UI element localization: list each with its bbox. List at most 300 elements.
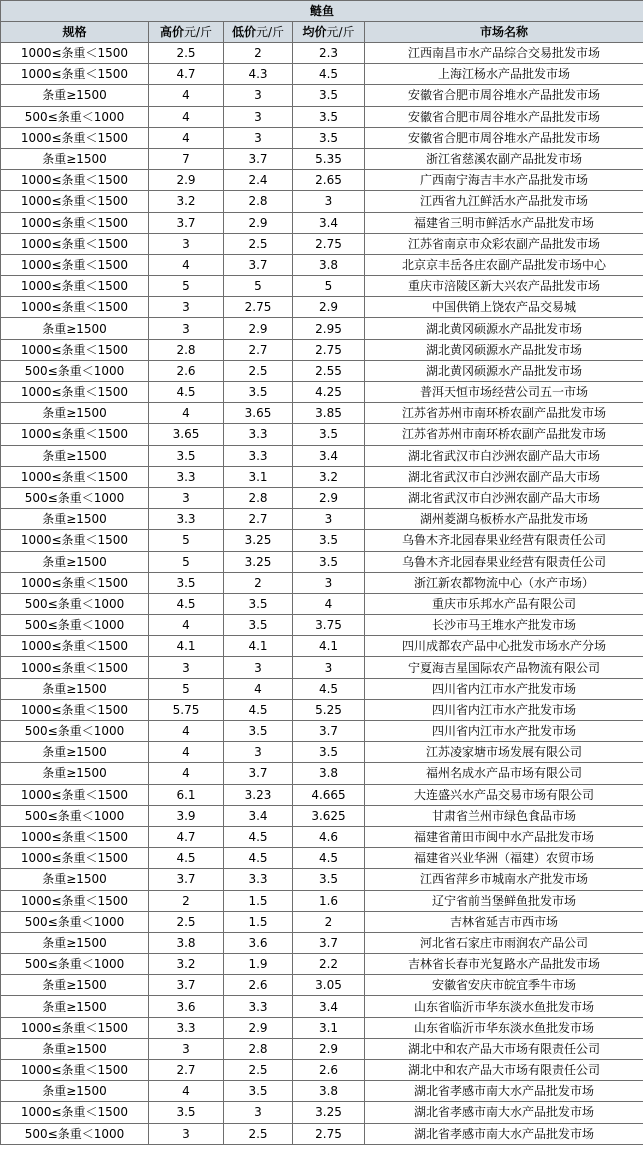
cell-avg: 3.8 (293, 763, 365, 784)
cell-market: 重庆市涪陵区新大兴农产品批发市场 (365, 276, 643, 297)
cell-low: 3 (224, 85, 293, 106)
cell-low: 2.6 (224, 975, 293, 996)
cell-low: 4.5 (224, 699, 293, 720)
cell-avg: 4.5 (293, 678, 365, 699)
cell-market: 大连盛兴水产品交易市场有限公司 (365, 784, 643, 805)
cell-avg: 3.5 (293, 85, 365, 106)
table-row (1, 360, 643, 381)
table-row (1, 530, 643, 551)
cell-spec: 1000≤条重＜1500 (1, 254, 149, 275)
cell-avg: 3 (293, 191, 365, 212)
header-market: 市场名称 (365, 22, 643, 43)
cell-low: 3 (224, 127, 293, 148)
table-row (1, 191, 643, 212)
cell-spec: 条重≥1500 (1, 1081, 149, 1102)
cell-avg: 3.2 (293, 466, 365, 487)
cell-avg: 4.1 (293, 636, 365, 657)
cell-spec: 1000≤条重＜1500 (1, 1102, 149, 1123)
cell-high: 3.3 (149, 509, 224, 530)
cell-spec: 1000≤条重＜1500 (1, 466, 149, 487)
cell-low: 3.4 (224, 805, 293, 826)
cell-high: 2.5 (149, 43, 224, 64)
table-row (1, 297, 643, 318)
cell-market: 湖北黄冈硕源水产品批发市场 (365, 339, 643, 360)
table-row (1, 657, 643, 678)
cell-low: 2.5 (224, 1123, 293, 1144)
cell-market: 江苏省南京市众彩农副产品批发市场 (365, 233, 643, 254)
cell-low: 2.9 (224, 212, 293, 233)
cell-spec: 条重≥1500 (1, 445, 149, 466)
cell-market: 湖北省武汉市白沙洲农副产品大市场 (365, 445, 643, 466)
cell-spec: 500≤条重＜1000 (1, 721, 149, 742)
cell-avg: 3.8 (293, 1081, 365, 1102)
cell-market: 河北省石家庄市雨润农产品公司 (365, 932, 643, 953)
cell-market: 辽宁省前当堡鲜鱼批发市场 (365, 890, 643, 911)
cell-market: 山东省临沂市华东淡水鱼批发市场 (365, 996, 643, 1017)
cell-spec: 1000≤条重＜1500 (1, 1017, 149, 1038)
cell-high: 4 (149, 403, 224, 424)
cell-avg: 5.35 (293, 148, 365, 169)
cell-high: 3.7 (149, 975, 224, 996)
cell-market: 安徽省合肥市周谷堆水产品批发市场 (365, 106, 643, 127)
cell-high: 4 (149, 106, 224, 127)
cell-avg: 3.1 (293, 1017, 365, 1038)
cell-market: 江西省九江鲜活水产品批发市场 (365, 191, 643, 212)
cell-high: 2.6 (149, 360, 224, 381)
cell-high: 3.5 (149, 445, 224, 466)
cell-avg: 3.7 (293, 932, 365, 953)
cell-high: 7 (149, 148, 224, 169)
cell-high: 4 (149, 721, 224, 742)
table-row (1, 254, 643, 275)
cell-avg: 3 (293, 509, 365, 530)
table-row (1, 848, 643, 869)
cell-spec: 500≤条重＜1000 (1, 487, 149, 508)
cell-spec: 1000≤条重＜1500 (1, 233, 149, 254)
cell-spec: 1000≤条重＜1500 (1, 64, 149, 85)
cell-avg: 2.9 (293, 297, 365, 318)
table-row (1, 890, 643, 911)
cell-high: 4 (149, 85, 224, 106)
cell-high: 4.7 (149, 826, 224, 847)
cell-spec: 1000≤条重＜1500 (1, 890, 149, 911)
cell-market: 福建省兴业华洲（福建）农贸市场 (365, 848, 643, 869)
header-avg: 均价元/斤 (293, 22, 365, 43)
cell-high: 3.2 (149, 191, 224, 212)
cell-spec: 条重≥1500 (1, 318, 149, 339)
cell-low: 3.65 (224, 403, 293, 424)
header-unit: 元/斤 (255, 25, 285, 39)
cell-low: 3 (224, 1102, 293, 1123)
cell-low: 3.3 (224, 869, 293, 890)
cell-low: 3.7 (224, 763, 293, 784)
cell-high: 4 (149, 763, 224, 784)
cell-market: 湖北省孝感市南大水产品批发市场 (365, 1081, 643, 1102)
cell-spec: 1000≤条重＜1500 (1, 657, 149, 678)
cell-high: 2.5 (149, 911, 224, 932)
cell-avg: 4.5 (293, 848, 365, 869)
cell-low: 2 (224, 43, 293, 64)
cell-high: 3.3 (149, 466, 224, 487)
cell-spec: 条重≥1500 (1, 148, 149, 169)
table-row (1, 699, 643, 720)
cell-spec: 条重≥1500 (1, 763, 149, 784)
cell-low: 3.7 (224, 254, 293, 275)
cell-high: 3 (149, 233, 224, 254)
cell-spec: 500≤条重＜1000 (1, 954, 149, 975)
table-row (1, 148, 643, 169)
title-row (1, 1, 643, 22)
cell-market: 普洱天恒市场经营公司五一市场 (365, 382, 643, 403)
header-row (1, 22, 643, 43)
cell-low: 3 (224, 657, 293, 678)
cell-spec: 1000≤条重＜1500 (1, 339, 149, 360)
cell-low: 3.6 (224, 932, 293, 953)
cell-low: 3.5 (224, 382, 293, 403)
cell-market: 长沙市马王堆水产批发市场 (365, 615, 643, 636)
table-row (1, 869, 643, 890)
cell-avg: 4 (293, 593, 365, 614)
cell-low: 2.8 (224, 487, 293, 508)
cell-spec: 条重≥1500 (1, 975, 149, 996)
cell-high: 5.75 (149, 699, 224, 720)
cell-avg: 2.75 (293, 1123, 365, 1144)
cell-market: 吉林省延吉市西市场 (365, 911, 643, 932)
cell-avg: 3.85 (293, 403, 365, 424)
cell-spec: 1000≤条重＜1500 (1, 572, 149, 593)
cell-high: 5 (149, 678, 224, 699)
cell-high: 3 (149, 297, 224, 318)
table-row (1, 424, 643, 445)
cell-high: 3.2 (149, 954, 224, 975)
table-row (1, 1123, 643, 1144)
cell-market: 福建省三明市鲜活水产品批发市场 (365, 212, 643, 233)
cell-low: 2 (224, 572, 293, 593)
cell-low: 4.1 (224, 636, 293, 657)
table-row (1, 64, 643, 85)
cell-market: 中国供销上饶农产品交易城 (365, 297, 643, 318)
cell-market: 湖北黄冈硕源水产品批发市场 (365, 318, 643, 339)
cell-avg: 2.9 (293, 1038, 365, 1059)
cell-market: 江苏凌家塘市场发展有限公司 (365, 742, 643, 763)
cell-high: 5 (149, 530, 224, 551)
cell-spec: 500≤条重＜1000 (1, 106, 149, 127)
table-row (1, 721, 643, 742)
cell-avg: 3.4 (293, 212, 365, 233)
cell-avg: 2.9 (293, 487, 365, 508)
cell-avg: 2.95 (293, 318, 365, 339)
cell-market: 湖北省武汉市白沙洲农副产品大市场 (365, 487, 643, 508)
cell-high: 2.7 (149, 1060, 224, 1081)
table-row (1, 403, 643, 424)
cell-market: 江苏省苏州市南环桥农副产品批发市场 (365, 403, 643, 424)
table-row (1, 466, 643, 487)
cell-avg: 3.5 (293, 106, 365, 127)
cell-spec: 1000≤条重＜1500 (1, 848, 149, 869)
cell-market: 湖北省孝感市南大水产品批发市场 (365, 1123, 643, 1144)
cell-avg: 4.665 (293, 784, 365, 805)
cell-low: 2.8 (224, 1038, 293, 1059)
cell-market: 福州名成水产品市场有限公司 (365, 763, 643, 784)
header-low: 低价元/斤 (224, 22, 293, 43)
cell-low: 2.7 (224, 339, 293, 360)
table-row (1, 805, 643, 826)
cell-avg: 3.25 (293, 1102, 365, 1123)
cell-low: 2.5 (224, 360, 293, 381)
cell-spec: 1000≤条重＜1500 (1, 191, 149, 212)
cell-high: 5 (149, 276, 224, 297)
cell-high: 3.8 (149, 932, 224, 953)
cell-avg: 2.3 (293, 43, 365, 64)
cell-spec: 条重≥1500 (1, 403, 149, 424)
cell-market: 安徽省合肥市周谷堆水产品批发市场 (365, 127, 643, 148)
cell-low: 3.3 (224, 424, 293, 445)
cell-low: 3 (224, 106, 293, 127)
cell-market: 广西南宁海吉丰水产品批发市场 (365, 170, 643, 191)
cell-high: 3 (149, 487, 224, 508)
cell-high: 3.65 (149, 424, 224, 445)
cell-spec: 1000≤条重＜1500 (1, 212, 149, 233)
cell-spec: 条重≥1500 (1, 1038, 149, 1059)
table-row (1, 551, 643, 572)
cell-spec: 500≤条重＜1000 (1, 911, 149, 932)
table-row (1, 1017, 643, 1038)
cell-market: 吉林省长春市光复路水产品批发市场 (365, 954, 643, 975)
table-row (1, 742, 643, 763)
cell-high: 3 (149, 318, 224, 339)
cell-spec: 500≤条重＜1000 (1, 360, 149, 381)
cell-market: 湖北省武汉市白沙洲农副产品大市场 (365, 466, 643, 487)
cell-avg: 2.75 (293, 233, 365, 254)
cell-avg: 3.75 (293, 615, 365, 636)
table-row (1, 784, 643, 805)
cell-low: 4.5 (224, 826, 293, 847)
cell-market: 山东省临沂市华东淡水鱼批发市场 (365, 1017, 643, 1038)
table-row (1, 975, 643, 996)
cell-avg: 3 (293, 572, 365, 593)
cell-market: 安徽省安庆市皖宜季牛市场 (365, 975, 643, 996)
cell-low: 3.5 (224, 593, 293, 614)
cell-low: 1.9 (224, 954, 293, 975)
table-title: 鲢鱼 (1, 1, 643, 22)
cell-high: 3.6 (149, 996, 224, 1017)
table-row (1, 276, 643, 297)
header-high: 高价元/斤 (149, 22, 224, 43)
cell-avg: 4.6 (293, 826, 365, 847)
cell-low: 3 (224, 742, 293, 763)
table-row (1, 445, 643, 466)
cell-spec: 500≤条重＜1000 (1, 593, 149, 614)
table-row (1, 487, 643, 508)
cell-low: 2.5 (224, 233, 293, 254)
cell-high: 3.7 (149, 212, 224, 233)
cell-spec: 500≤条重＜1000 (1, 1123, 149, 1144)
table-body (1, 43, 643, 1145)
cell-spec: 1000≤条重＜1500 (1, 699, 149, 720)
cell-avg: 3.4 (293, 445, 365, 466)
cell-spec: 500≤条重＜1000 (1, 805, 149, 826)
cell-high: 3.5 (149, 1102, 224, 1123)
cell-high: 4.1 (149, 636, 224, 657)
cell-high: 2.9 (149, 170, 224, 191)
cell-market: 浙江省慈溪农副产品批发市场 (365, 148, 643, 169)
table-row (1, 1038, 643, 1059)
cell-low: 1.5 (224, 911, 293, 932)
cell-high: 3 (149, 1038, 224, 1059)
cell-low: 1.5 (224, 890, 293, 911)
cell-market: 四川省内江市水产批发市场 (365, 678, 643, 699)
cell-spec: 500≤条重＜1000 (1, 615, 149, 636)
cell-market: 四川省内江市水产批发市场 (365, 699, 643, 720)
cell-avg: 3 (293, 657, 365, 678)
cell-spec: 1000≤条重＜1500 (1, 382, 149, 403)
cell-high: 2 (149, 890, 224, 911)
cell-spec: 1000≤条重＜1500 (1, 276, 149, 297)
table-row (1, 572, 643, 593)
cell-spec: 条重≥1500 (1, 509, 149, 530)
table-row (1, 615, 643, 636)
cell-spec: 1000≤条重＜1500 (1, 170, 149, 191)
cell-market: 湖北中和农产品大市场有限责任公司 (365, 1060, 643, 1081)
cell-low: 2.75 (224, 297, 293, 318)
cell-market: 四川成都农产品中心批发市场水产分场 (365, 636, 643, 657)
cell-low: 4 (224, 678, 293, 699)
cell-high: 3 (149, 1123, 224, 1144)
table-row (1, 954, 643, 975)
header-unit: 元/斤 (326, 25, 355, 39)
header-unit: 元/斤 (183, 25, 213, 39)
cell-spec: 条重≥1500 (1, 932, 149, 953)
cell-high: 4 (149, 615, 224, 636)
cell-spec: 1000≤条重＜1500 (1, 1060, 149, 1081)
cell-high: 5 (149, 551, 224, 572)
cell-high: 4.5 (149, 593, 224, 614)
cell-avg: 3.8 (293, 254, 365, 275)
table-row (1, 932, 643, 953)
table-row (1, 1102, 643, 1123)
cell-spec: 条重≥1500 (1, 678, 149, 699)
cell-avg: 3.5 (293, 742, 365, 763)
cell-spec: 1000≤条重＜1500 (1, 826, 149, 847)
table-row (1, 170, 643, 191)
cell-market: 甘肃省兰州市绿色食品市场 (365, 805, 643, 826)
cell-avg: 3.05 (293, 975, 365, 996)
table-row (1, 826, 643, 847)
cell-avg: 3.5 (293, 424, 365, 445)
cell-avg: 1.6 (293, 890, 365, 911)
cell-avg: 3.625 (293, 805, 365, 826)
cell-market: 湖北中和农产品大市场有限责任公司 (365, 1038, 643, 1059)
cell-high: 2.8 (149, 339, 224, 360)
cell-avg: 2.55 (293, 360, 365, 381)
cell-avg: 4.5 (293, 64, 365, 85)
cell-high: 3.5 (149, 572, 224, 593)
cell-avg: 2.65 (293, 170, 365, 191)
table-row (1, 318, 643, 339)
cell-market: 重庆市乐邦水产品有限公司 (365, 593, 643, 614)
cell-low: 3.3 (224, 445, 293, 466)
cell-spec: 1000≤条重＜1500 (1, 43, 149, 64)
cell-low: 5 (224, 276, 293, 297)
table-row (1, 339, 643, 360)
cell-avg: 2.6 (293, 1060, 365, 1081)
table-row (1, 85, 643, 106)
cell-avg: 5 (293, 276, 365, 297)
cell-market: 乌鲁木齐北园春果业经营有限责任公司 (365, 530, 643, 551)
cell-avg: 3.5 (293, 551, 365, 572)
table-row (1, 127, 643, 148)
cell-avg: 3.5 (293, 127, 365, 148)
cell-market: 宁夏海吉星国际农产品物流有限公司 (365, 657, 643, 678)
cell-market: 湖北黄冈硕源水产品批发市场 (365, 360, 643, 381)
table-row (1, 509, 643, 530)
cell-avg: 2.2 (293, 954, 365, 975)
cell-low: 3.25 (224, 530, 293, 551)
cell-low: 3.5 (224, 1081, 293, 1102)
cell-low: 3.1 (224, 466, 293, 487)
cell-avg: 3.7 (293, 721, 365, 742)
cell-avg: 3.4 (293, 996, 365, 1017)
cell-market: 江西南昌市水产品综合交易批发市场 (365, 43, 643, 64)
cell-low: 3.3 (224, 996, 293, 1017)
cell-market: 浙江新农都物流中心（水产市场） (365, 572, 643, 593)
cell-market: 安徽省合肥市周谷堆水产品批发市场 (365, 85, 643, 106)
table-row (1, 106, 643, 127)
cell-spec: 条重≥1500 (1, 869, 149, 890)
cell-market: 福建省莆田市闽中水产品批发市场 (365, 826, 643, 847)
table-row (1, 636, 643, 657)
table-row (1, 996, 643, 1017)
table-row (1, 212, 643, 233)
cell-high: 4 (149, 127, 224, 148)
cell-avg: 3.5 (293, 530, 365, 551)
cell-high: 6.1 (149, 784, 224, 805)
table-row (1, 678, 643, 699)
cell-high: 4 (149, 742, 224, 763)
table-row (1, 763, 643, 784)
cell-avg: 2 (293, 911, 365, 932)
cell-low: 3.23 (224, 784, 293, 805)
cell-high: 3 (149, 657, 224, 678)
table-row (1, 1060, 643, 1081)
cell-market: 江苏省苏州市南环桥农副产品批发市场 (365, 424, 643, 445)
cell-market: 北京京丰岳各庄农副产品批发市场中心 (365, 254, 643, 275)
cell-spec: 条重≥1500 (1, 551, 149, 572)
table-row (1, 1081, 643, 1102)
cell-spec: 1000≤条重＜1500 (1, 424, 149, 445)
cell-market: 湖州菱湖乌板桥水产品批发市场 (365, 509, 643, 530)
table-row (1, 593, 643, 614)
cell-low: 2.5 (224, 1060, 293, 1081)
cell-low: 3.25 (224, 551, 293, 572)
cell-high: 3.9 (149, 805, 224, 826)
table-row (1, 382, 643, 403)
cell-high: 4 (149, 254, 224, 275)
cell-avg: 4.25 (293, 382, 365, 403)
cell-low: 3.5 (224, 615, 293, 636)
cell-spec: 1000≤条重＜1500 (1, 127, 149, 148)
cell-market: 上海江杨水产品批发市场 (365, 64, 643, 85)
cell-spec: 1000≤条重＜1500 (1, 297, 149, 318)
cell-low: 2.7 (224, 509, 293, 530)
cell-low: 3.5 (224, 721, 293, 742)
cell-high: 4 (149, 1081, 224, 1102)
cell-market: 乌鲁木齐北园春果业经营有限责任公司 (365, 551, 643, 572)
table-row (1, 911, 643, 932)
cell-spec: 1000≤条重＜1500 (1, 530, 149, 551)
cell-low: 2.9 (224, 318, 293, 339)
cell-spec: 条重≥1500 (1, 85, 149, 106)
